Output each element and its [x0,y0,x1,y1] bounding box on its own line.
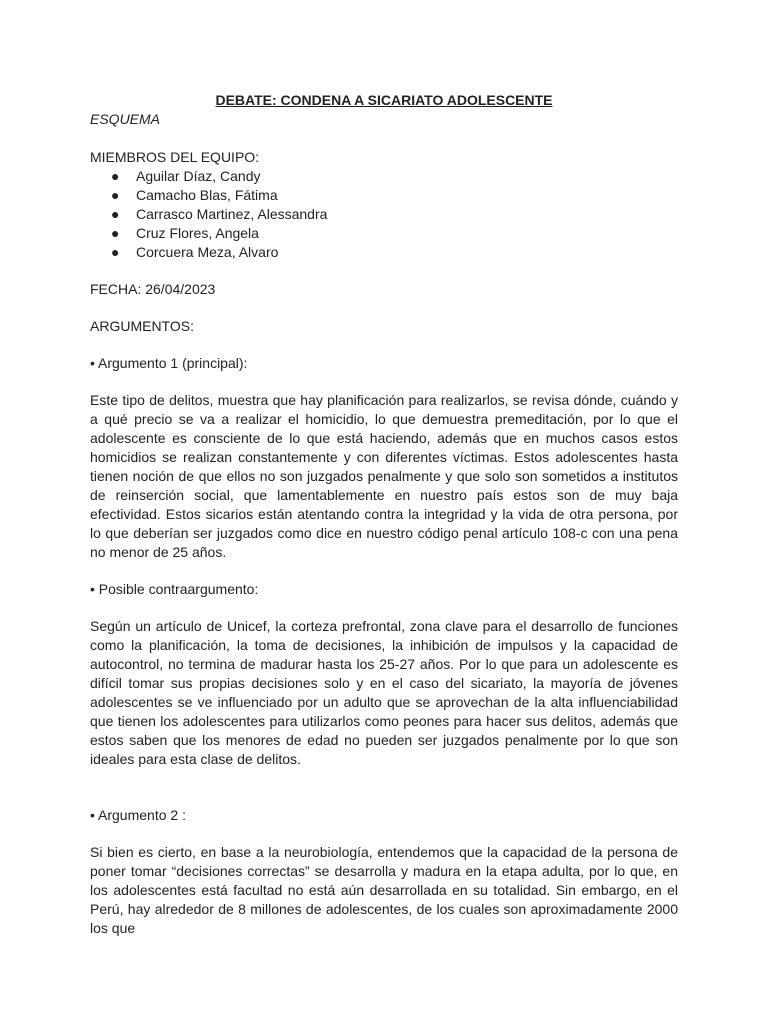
team-label: MIEMBROS DEL EQUIPO: [90,149,260,165]
argument2-paragraph: Si bien es cierto, en base a la neurobiología, entendemos que la capacidad de la persona de poner tomar “decisiones correctas” se desarrolla y madura en la etapa adulta, por lo que, en los adolescentes está facultad no está aún desarrollada en su totalidad. Sin embargo, en el Perú, hay alrededor de 8 millones de adolescentes, de los cuales son aproximadamente 2000 los que [90,844,678,936]
members-list [90,167,678,262]
bullet-icon: ● [111,187,120,203]
document-body [90,91,678,938]
member-item [90,243,678,262]
bullet-icon: ● [111,225,120,241]
member-name: Camacho Blas, Fátima [136,187,278,203]
arguments-label: ARGUMENTOS: [90,318,194,334]
counter-heading: • Posible contraargumento: [90,581,259,597]
date-line: FECHA: 26/04/2023 [90,281,216,297]
member-item [90,186,678,205]
argument1-heading: • Argumento 1 (principal): [90,355,248,371]
bullet-icon: ● [111,206,120,222]
member-item [90,224,678,243]
argument1-paragraph: Este tipo de delitos, muestra que hay planificación para realizarlos, se revisa dónde, cuándo y a qué precio se va a realizar el homicidio, lo que demuestra premeditación, por lo que el adolescente es consciente de lo que está haciendo, además que en muchos casos estos homicidios se realizan constantemente y con diferentes víctimas. Estos adolescentes hasta tienen noción de que ellos no son juzgados penalmente y que solo son sometidos a institutos de reinserción social, que lamentablemente en nuestro país estos son de muy baja efectividad. Estos sicarios están atentando contra la integridad y la vida de otra persona, por lo que deberían ser juzgados como dice en nuestro código penal artículo 108-c con una pena no menor de 25 años. [90,392,678,560]
bullet-icon: ● [111,244,120,260]
member-name: Carrasco Martinez, Alessandra [136,206,328,222]
member-item [90,205,678,224]
member-name: Cruz Flores, Angela [136,225,259,241]
bullet-icon: ● [111,168,120,184]
document-title: DEBATE: CONDENA A SICARIATO ADOLESCENTE [215,92,553,108]
member-name: Aguilar Díaz, Candy [136,168,261,184]
member-item [90,167,678,186]
argument2-heading: • Argumento 2 : [90,807,186,823]
member-name: Corcuera Meza, Alvaro [136,244,279,260]
counter-paragraph: Según un artículo de Unicef, la corteza prefrontal, zona clave para el desarrollo de funciones como la planificación, la toma de decisiones, la inhibición de impulsos y la capacidad de autocontrol, no termina de madurar hasta los 25-27 años. Por lo que para un adolescente es difícil tomar sus propias decisiones solo y en el caso del sicariato, la mayoría de jóvenes adolescentes se ve influenciado por un adulto que se aprovechan de la alta influenciabilidad que tienen los adolescentes para utilizarlos como peones para hacer sus delitos, además que estos saben que los menores de edad no pueden ser juzgados penalmente por lo que son ideales para esta clase de delitos. [90,618,678,767]
document-subtitle: ESQUEMA [90,111,161,127]
